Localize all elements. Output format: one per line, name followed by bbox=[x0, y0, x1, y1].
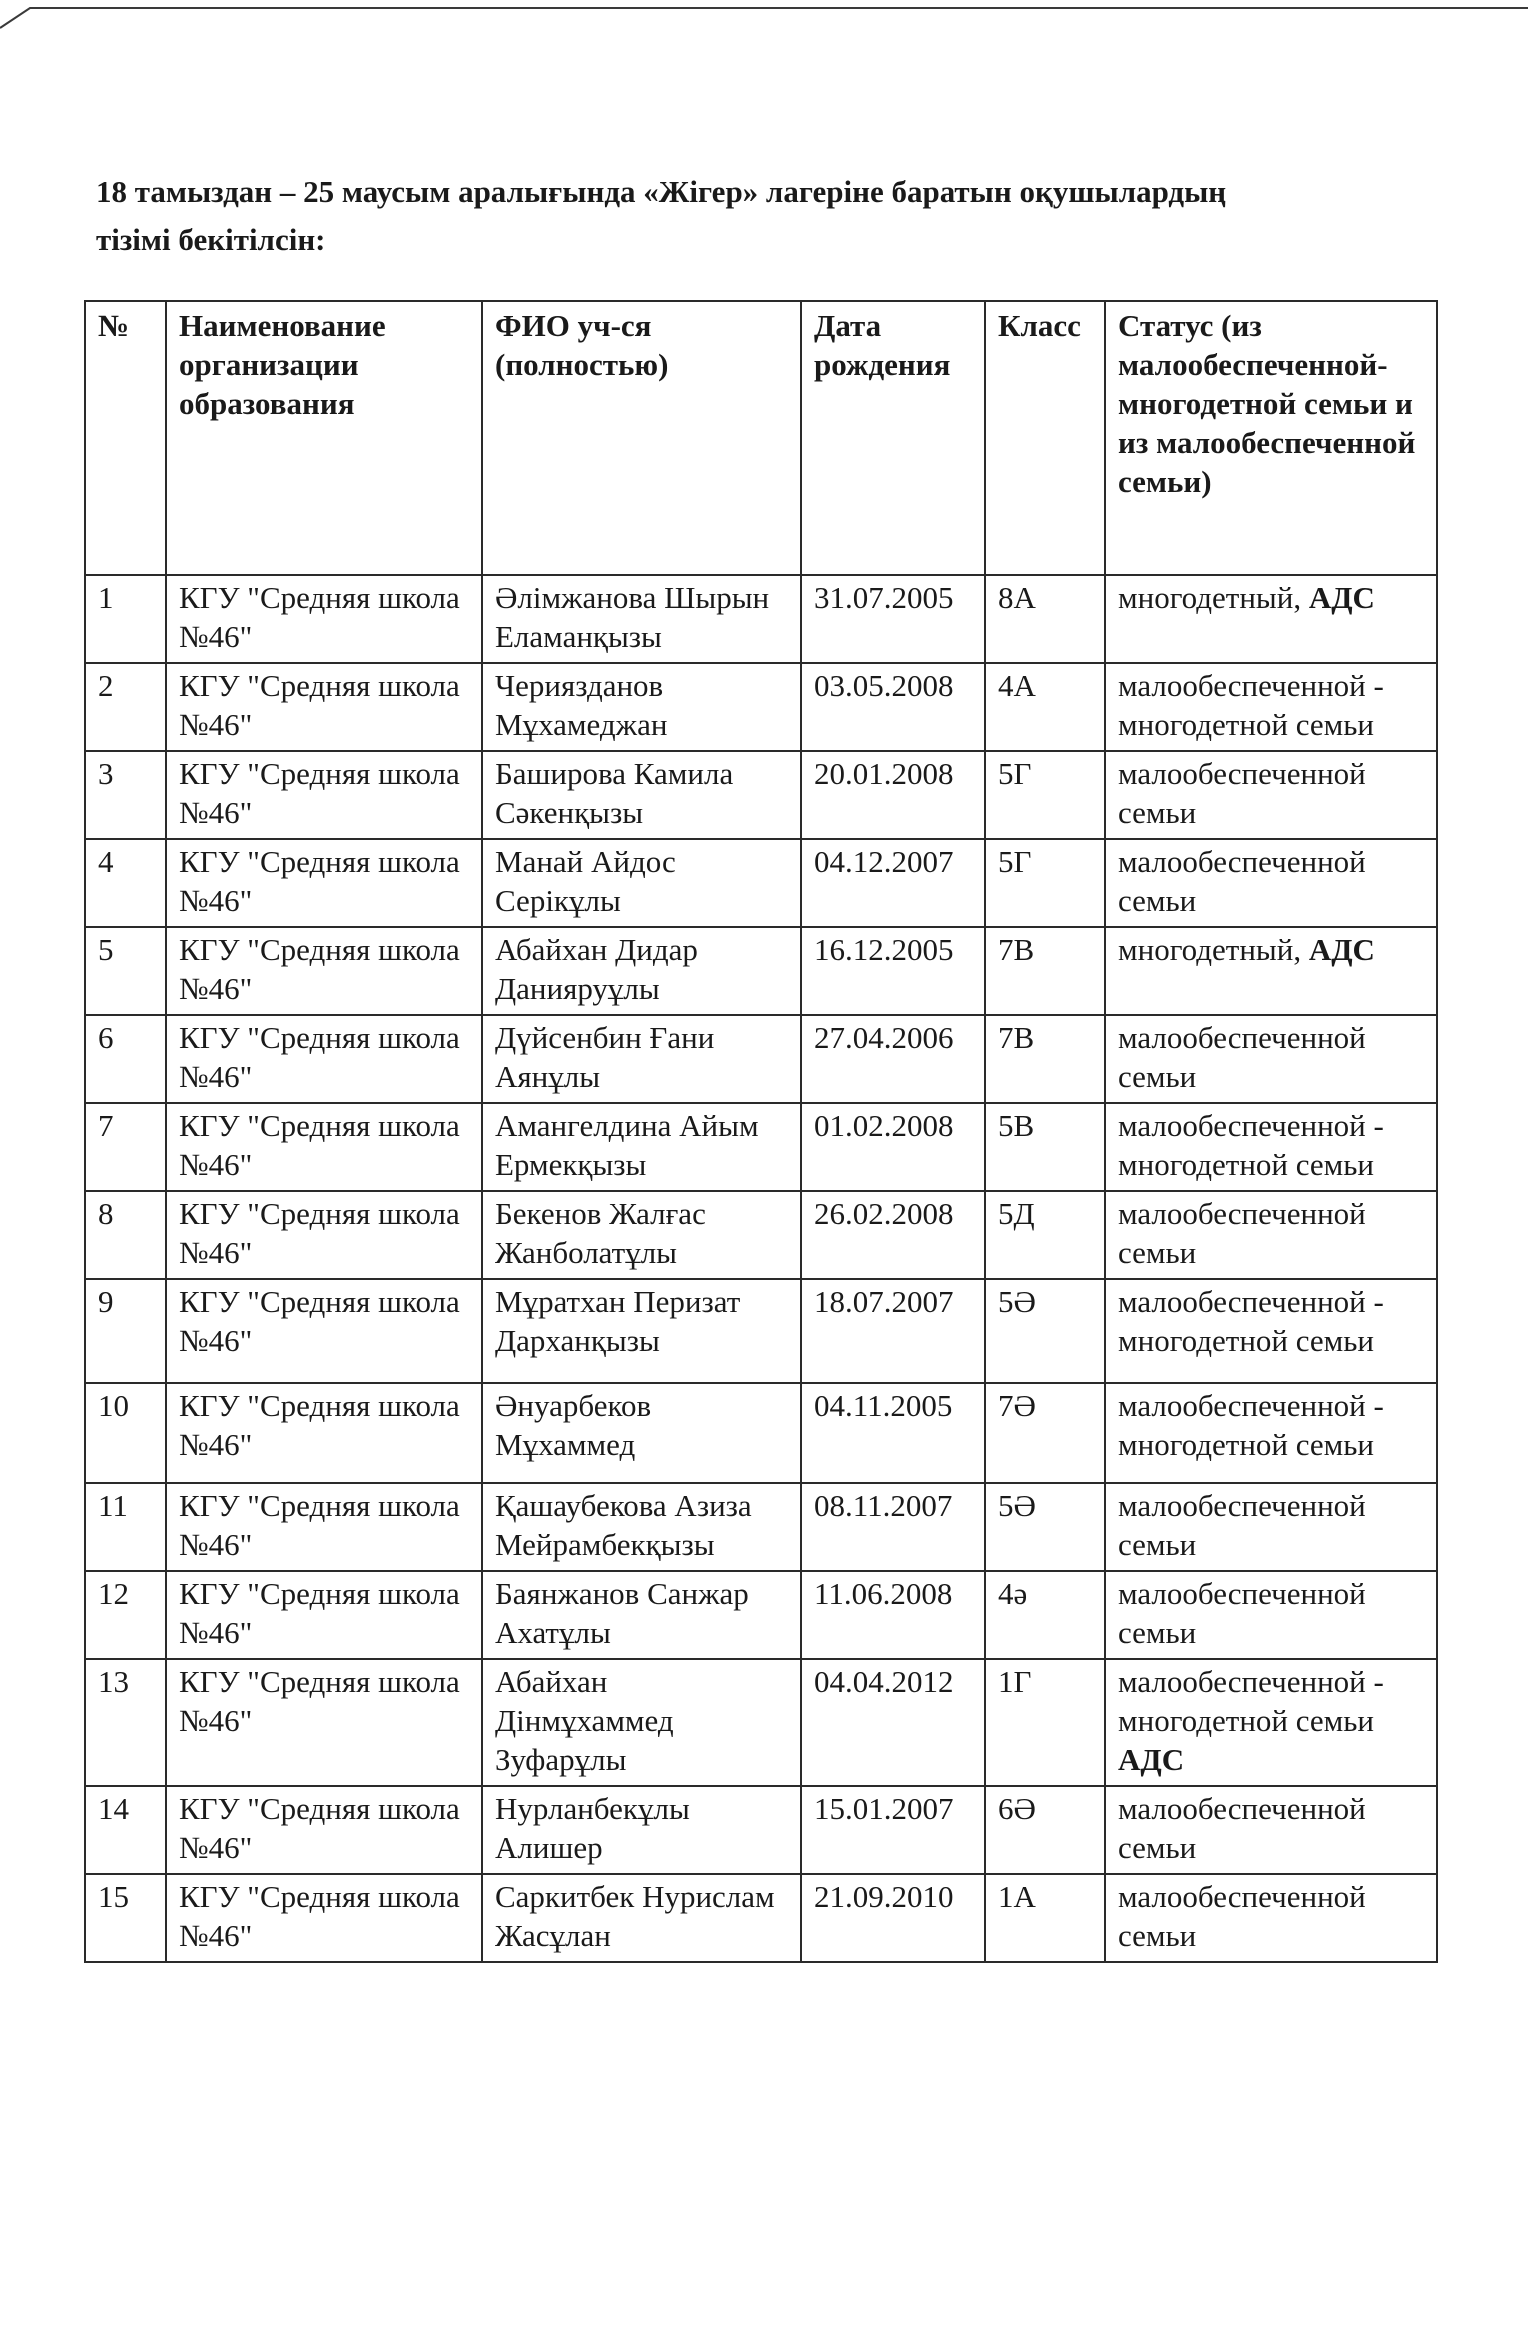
cell-fio: Бекенов Жалғас Жанболатұлы bbox=[482, 1191, 801, 1279]
cell-dob: 27.04.2006 bbox=[801, 1015, 985, 1103]
cell-fio: Мұратхан Перизат Дарханқызы bbox=[482, 1279, 801, 1383]
cell-status bbox=[1105, 1874, 1437, 1962]
cell-org: КГУ "Средняя школа №46" bbox=[166, 1786, 482, 1874]
cell-class: 1Г bbox=[985, 1659, 1105, 1786]
cell-org: КГУ "Средняя школа №46" bbox=[166, 1191, 482, 1279]
cell-fio: Абайхан Дидар Данияруұлы bbox=[482, 927, 801, 1015]
cell-status bbox=[1105, 1483, 1437, 1571]
cell-status bbox=[1105, 839, 1437, 927]
status-text: многодетный, bbox=[1118, 580, 1309, 615]
cell-dob: 26.02.2008 bbox=[801, 1191, 985, 1279]
cell-num: 2 bbox=[85, 663, 166, 751]
cell-class: 5В bbox=[985, 1103, 1105, 1191]
table-row bbox=[85, 575, 1437, 663]
cell-num: 13 bbox=[85, 1659, 166, 1786]
cell-status bbox=[1105, 1015, 1437, 1103]
cell-num: 8 bbox=[85, 1191, 166, 1279]
cell-class: 5Г bbox=[985, 839, 1105, 927]
document-heading bbox=[96, 168, 1426, 264]
status-text: малообеспеченной семьи bbox=[1118, 1576, 1366, 1650]
cell-org: КГУ "Средняя школа №46" bbox=[166, 839, 482, 927]
cell-status bbox=[1105, 1103, 1437, 1191]
status-text: многодетный, bbox=[1118, 932, 1309, 967]
table-row bbox=[85, 1571, 1437, 1659]
cell-status bbox=[1105, 1786, 1437, 1874]
cell-org: КГУ "Средняя школа №46" bbox=[166, 1383, 482, 1483]
cell-fio: Нурланбекұлы Алишер bbox=[482, 1786, 801, 1874]
cell-fio: Әлімжанова Шырын Еламанқызы bbox=[482, 575, 801, 663]
status-text: малообеспеченной семьи bbox=[1118, 1020, 1366, 1094]
table-row bbox=[85, 1279, 1437, 1383]
cell-org: КГУ "Средняя школа №46" bbox=[166, 1659, 482, 1786]
cell-org: КГУ "Средняя школа №46" bbox=[166, 751, 482, 839]
cell-fio: Әнуарбеков Мұхаммед bbox=[482, 1383, 801, 1483]
cell-dob: 20.01.2008 bbox=[801, 751, 985, 839]
table-row bbox=[85, 1659, 1437, 1786]
cell-fio: Манай Айдос Серікұлы bbox=[482, 839, 801, 927]
cell-dob: 04.04.2012 bbox=[801, 1659, 985, 1786]
status-ads-mark: АДС bbox=[1308, 932, 1375, 967]
cell-num: 14 bbox=[85, 1786, 166, 1874]
cell-class: 5Ә bbox=[985, 1279, 1105, 1383]
cell-num: 7 bbox=[85, 1103, 166, 1191]
cell-num: 10 bbox=[85, 1383, 166, 1483]
cell-fio: Саркитбек Нурислам Жасұлан bbox=[482, 1874, 801, 1962]
cell-org: КГУ "Средняя школа №46" bbox=[166, 663, 482, 751]
cell-org: КГУ "Средняя школа №46" bbox=[166, 1015, 482, 1103]
cell-status bbox=[1105, 1279, 1437, 1383]
heading-line-2: тізімі бекітілсін: bbox=[96, 222, 326, 257]
cell-fio: Абайхан Дінмұхаммед Зуфарұлы bbox=[482, 1659, 801, 1786]
heading-line-1: 18 тамыздан – 25 маусым аралығында «Жігер» лагеріне баратын оқушылардың bbox=[96, 174, 1227, 209]
cell-class: 4А bbox=[985, 663, 1105, 751]
students-table bbox=[84, 300, 1438, 1963]
cell-num: 3 bbox=[85, 751, 166, 839]
cell-dob: 01.02.2008 bbox=[801, 1103, 985, 1191]
table-row bbox=[85, 1383, 1437, 1483]
status-text: малообеспеченной - многодетной семьи bbox=[1118, 1664, 1384, 1738]
table-row bbox=[85, 1786, 1437, 1874]
cell-num: 1 bbox=[85, 575, 166, 663]
cell-status bbox=[1105, 575, 1437, 663]
cell-class: 7В bbox=[985, 927, 1105, 1015]
table-row bbox=[85, 1103, 1437, 1191]
cell-num: 4 bbox=[85, 839, 166, 927]
cell-dob: 15.01.2007 bbox=[801, 1786, 985, 1874]
header-dob: Дата рождения bbox=[801, 301, 985, 575]
header-org: Наименование организации образования bbox=[166, 301, 482, 575]
table-header-row bbox=[85, 301, 1437, 575]
cell-num: 6 bbox=[85, 1015, 166, 1103]
status-text: малообеспеченной семьи bbox=[1118, 1488, 1366, 1562]
cell-class: 7В bbox=[985, 1015, 1105, 1103]
status-ads-mark: АДС bbox=[1308, 580, 1375, 615]
cell-class: 5Г bbox=[985, 751, 1105, 839]
cell-dob: 21.09.2010 bbox=[801, 1874, 985, 1962]
table-row bbox=[85, 927, 1437, 1015]
cell-org: КГУ "Средняя школа №46" bbox=[166, 1279, 482, 1383]
cell-fio: Баянжанов Санжар Ахатұлы bbox=[482, 1571, 801, 1659]
status-text: малообеспеченной - многодетной семьи bbox=[1118, 668, 1384, 742]
table-row bbox=[85, 1191, 1437, 1279]
cell-dob: 18.07.2007 bbox=[801, 1279, 985, 1383]
status-text: малообеспеченной семьи bbox=[1118, 1791, 1366, 1865]
cell-num: 15 bbox=[85, 1874, 166, 1962]
header-status: Статус (из малообеспеченной-многодетной семьи и из малообеспеченной семьи) bbox=[1105, 301, 1437, 575]
table-row bbox=[85, 1874, 1437, 1962]
cell-dob: 04.12.2007 bbox=[801, 839, 985, 927]
status-text: малообеспеченной - многодетной семьи bbox=[1118, 1388, 1384, 1462]
cell-status bbox=[1105, 927, 1437, 1015]
cell-org: КГУ "Средняя школа №46" bbox=[166, 927, 482, 1015]
status-text: малообеспеченной семьи bbox=[1118, 1196, 1366, 1270]
cell-fio: Қашаубекова Азиза Мейрамбекқызы bbox=[482, 1483, 801, 1571]
cell-status bbox=[1105, 1383, 1437, 1483]
status-text: малообеспеченной семьи bbox=[1118, 844, 1366, 918]
cell-class: 1А bbox=[985, 1874, 1105, 1962]
scan-edge-line bbox=[0, 0, 1528, 30]
cell-status bbox=[1105, 1659, 1437, 1786]
cell-org: КГУ "Средняя школа №46" bbox=[166, 1571, 482, 1659]
cell-dob: 16.12.2005 bbox=[801, 927, 985, 1015]
cell-status bbox=[1105, 1571, 1437, 1659]
cell-dob: 31.07.2005 bbox=[801, 575, 985, 663]
cell-num: 5 bbox=[85, 927, 166, 1015]
cell-num: 9 bbox=[85, 1279, 166, 1383]
cell-class: 5Ә bbox=[985, 1483, 1105, 1571]
table-row bbox=[85, 1015, 1437, 1103]
cell-class: 7Ә bbox=[985, 1383, 1105, 1483]
cell-org: КГУ "Средняя школа №46" bbox=[166, 1103, 482, 1191]
cell-fio: Амангелдина Айым Ермекқызы bbox=[482, 1103, 801, 1191]
table-row bbox=[85, 1483, 1437, 1571]
cell-class: 8А bbox=[985, 575, 1105, 663]
table-row bbox=[85, 839, 1437, 927]
cell-status bbox=[1105, 751, 1437, 839]
cell-org: КГУ "Средняя школа №46" bbox=[166, 1483, 482, 1571]
table-row bbox=[85, 751, 1437, 839]
cell-org: КГУ "Средняя школа №46" bbox=[166, 1874, 482, 1962]
cell-fio: Дүйсенбин Ғани Аянұлы bbox=[482, 1015, 801, 1103]
cell-dob: 03.05.2008 bbox=[801, 663, 985, 751]
cell-fio: Чериязданов Мұхамеджан bbox=[482, 663, 801, 751]
table-row bbox=[85, 663, 1437, 751]
cell-org: КГУ "Средняя школа №46" bbox=[166, 575, 482, 663]
cell-num: 12 bbox=[85, 1571, 166, 1659]
cell-dob: 08.11.2007 bbox=[801, 1483, 985, 1571]
cell-status bbox=[1105, 663, 1437, 751]
status-text: малообеспеченной семьи bbox=[1118, 756, 1366, 830]
header-class: Класс bbox=[985, 301, 1105, 575]
cell-status bbox=[1105, 1191, 1437, 1279]
status-ads-mark: АДС bbox=[1118, 1742, 1185, 1777]
cell-num: 11 bbox=[85, 1483, 166, 1571]
cell-dob: 04.11.2005 bbox=[801, 1383, 985, 1483]
header-num: № bbox=[85, 301, 166, 575]
status-text: малообеспеченной - многодетной семьи bbox=[1118, 1284, 1384, 1358]
cell-fio: Баширова Камила Сәкенқызы bbox=[482, 751, 801, 839]
status-text: малообеспеченной - многодетной семьи bbox=[1118, 1108, 1384, 1182]
cell-class: 4ә bbox=[985, 1571, 1105, 1659]
cell-dob: 11.06.2008 bbox=[801, 1571, 985, 1659]
status-text: малообеспеченной семьи bbox=[1118, 1879, 1366, 1953]
cell-class: 5Д bbox=[985, 1191, 1105, 1279]
cell-class: 6Ә bbox=[985, 1786, 1105, 1874]
header-fio: ФИО уч-ся (полностью) bbox=[482, 301, 801, 575]
